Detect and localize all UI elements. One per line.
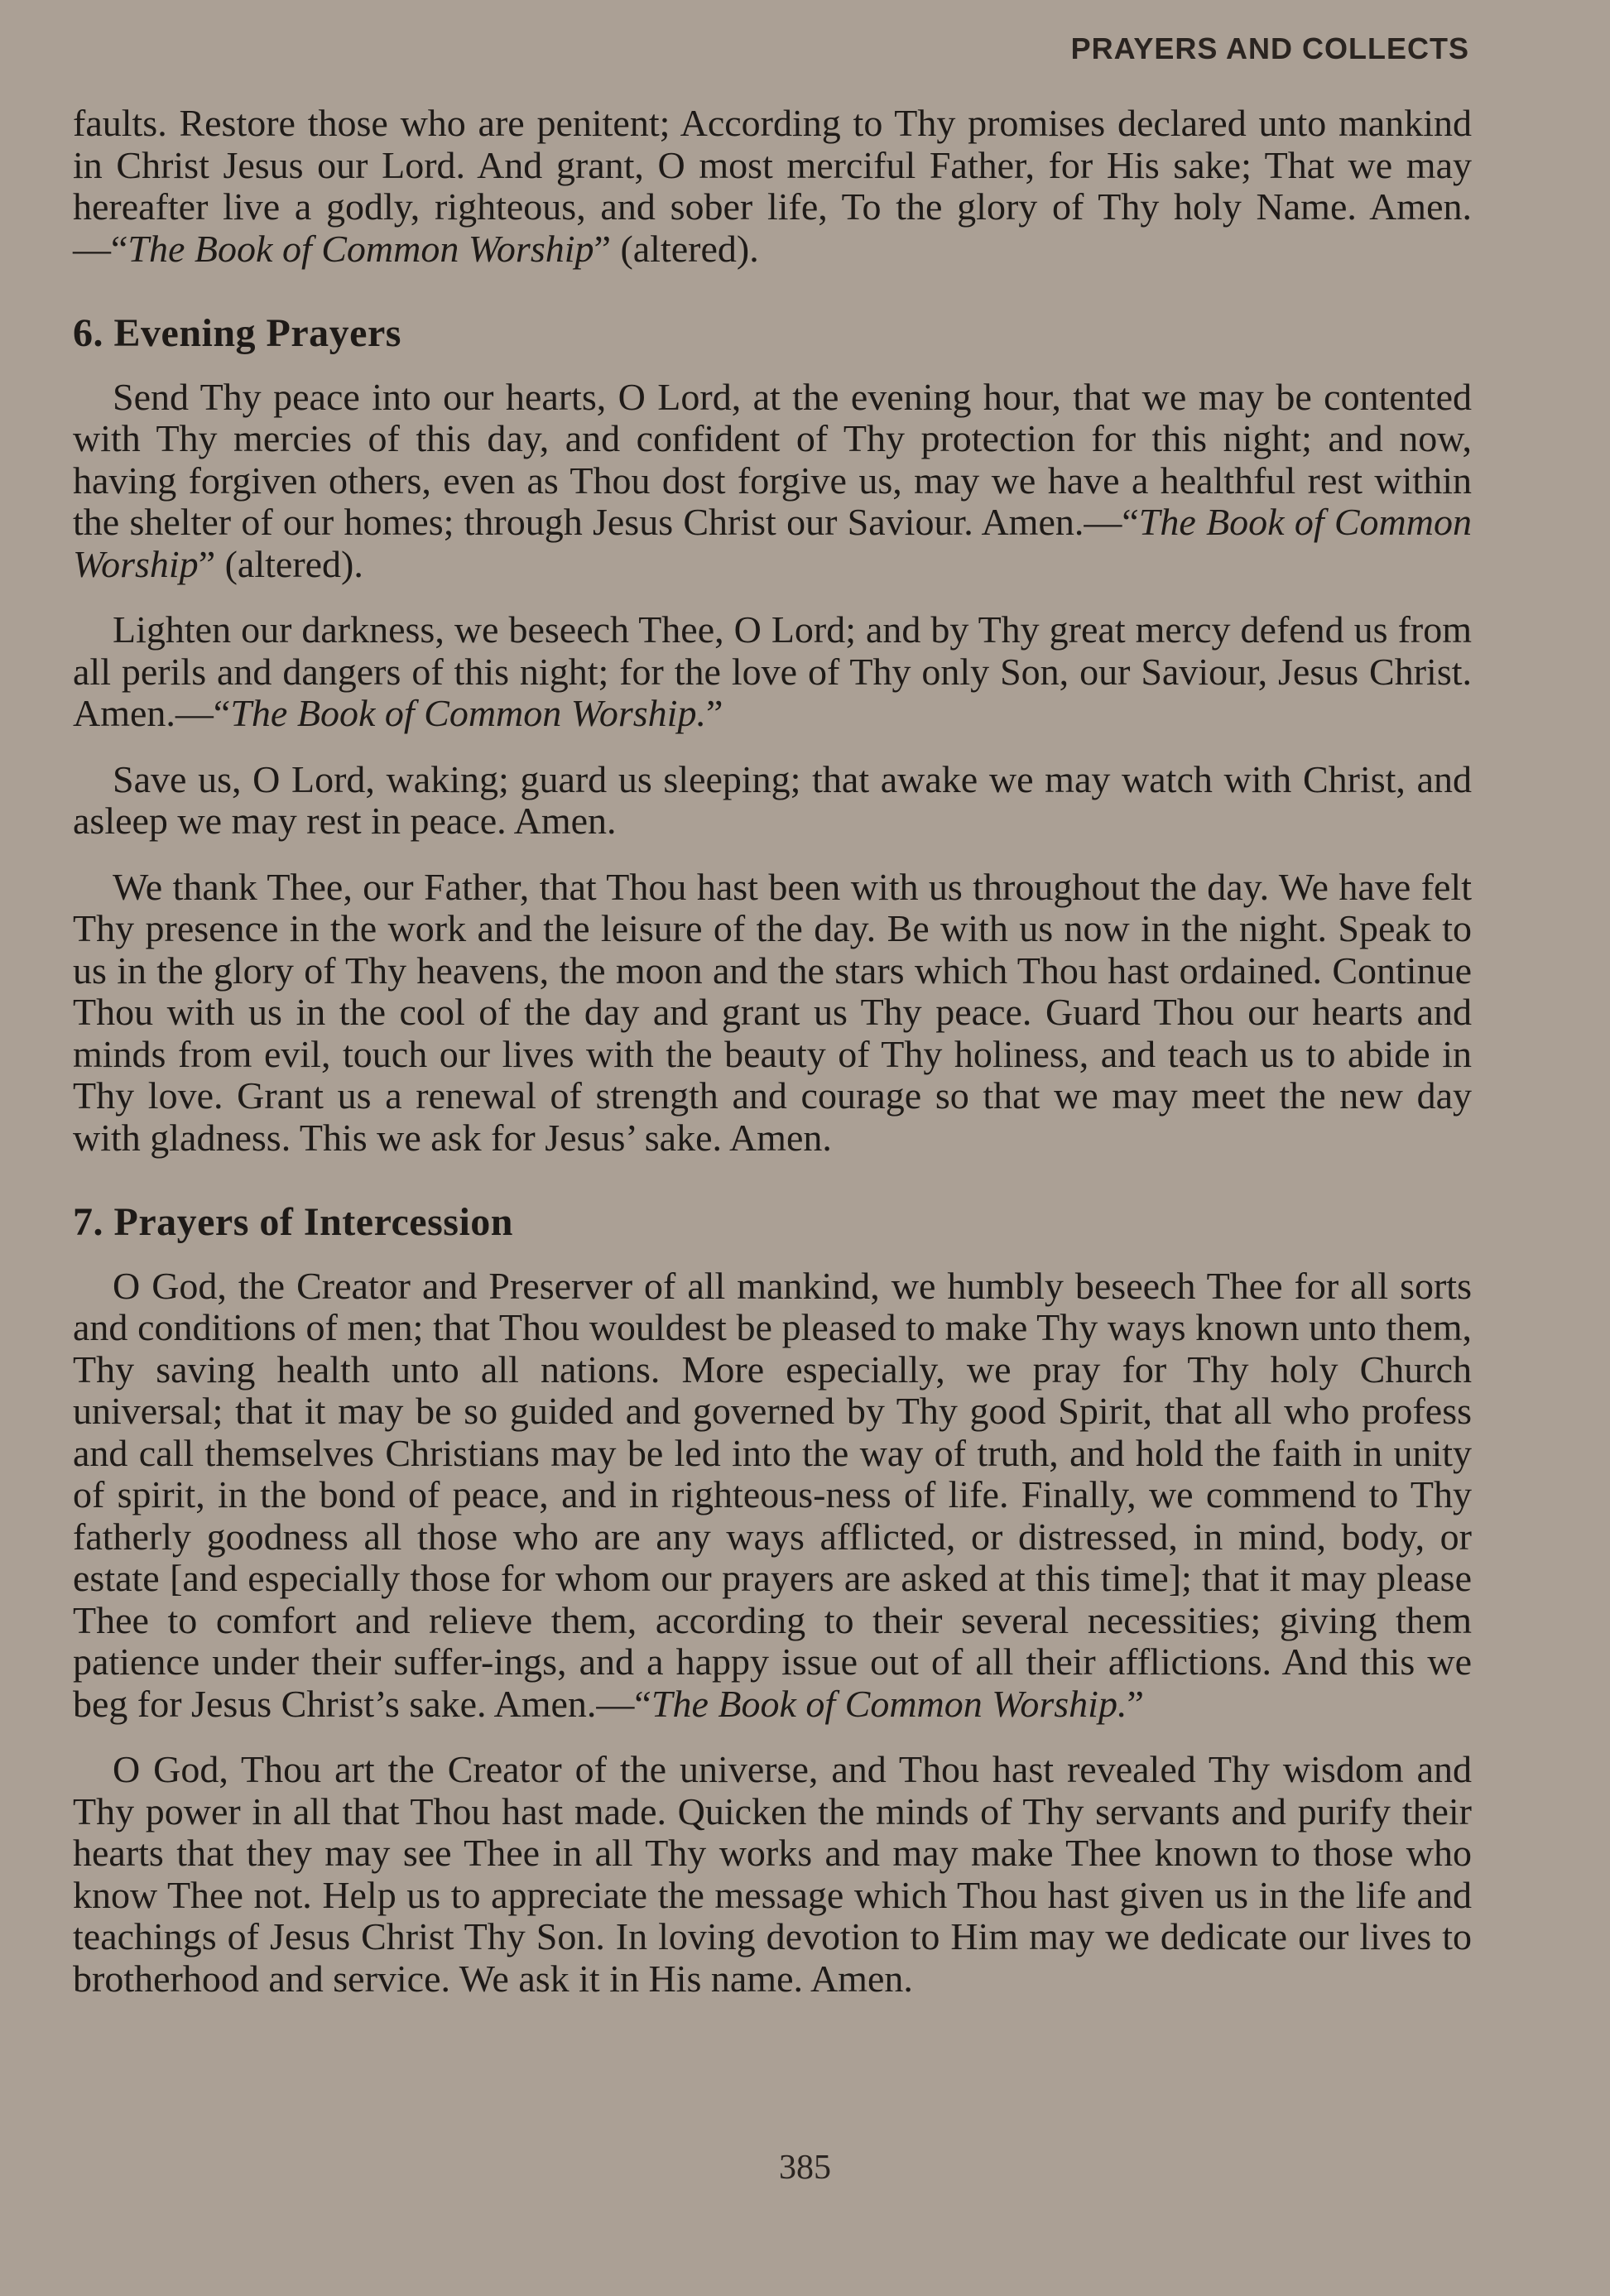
intro-tail: ” (altered).	[594, 227, 759, 270]
evening-prayer-4: We thank Thee, our Father, that Thou hast been with us throughout the day. We have felt Thy presence in the work and the leisure of the day. Be with us now in the night. Speak to us in the glory of Thy heavens, the moon and the stars which Thou hast ordained. Continue Thou with us in the cool of the day and grant us Thy peace. Guard Thou our hearts and minds from evil, touch our lives with the beauty of Thy holiness, and teach us to abide in Thy love. Grant us a renewal of strength and courage so that we may meet the new day with gladness. This we ask for Jesus’ sake. Amen.	[73, 865, 1472, 1159]
evening-prayer-2-tail: ”	[705, 692, 723, 734]
evening-prayer-2-text: Lighten our darkness, we beseech Thee, O Lord; and by Thy great mercy defend us from all perils and dangers of this night; for the love of Thy only Son, our Saviour, Jesus Christ. Amen.—“	[73, 608, 1472, 734]
evening-prayer-1	[73, 377, 1472, 586]
intercession-prayer-2: O God, Thou art the Creator of the universe, and Thou hast revealed Thy wisdom and Thy power in all that Thou hast made. Quicken the minds of Thy servants and purify their hearts that they may see Thee in all Thy works and may make Thee known to those who know Thee not. Help us to appreciate the message which Thou hast given us in the life and teachings of Jesus Christ Thy Son. In loving devotion to Him may we dedicate our lives to brotherhood and service. We ask it in His name. Amen.	[73, 1748, 1472, 2000]
evening-prayer-1-source: The Book of Common Worship	[73, 501, 1472, 585]
intro-text: faults. Restore those who are penitent; According to Thy promises declared unto mankind in Christ Jesus our Lord. And grant, O most merciful Father, for His sake; That we may hereafter live a godly, righteous, and sober life, To the glory of Thy holy Name. Amen.—“	[73, 102, 1472, 270]
intercession-prayer-1-source: The Book of Common Worship.	[651, 1682, 1127, 1725]
evening-prayer-3: Save us, O Lord, waking; guard us sleeping; that awake we may watch with Christ, and asleep we may rest in peace. Amen.	[73, 757, 1472, 842]
evening-prayer-1-text: Send Thy peace into our hearts, O Lord, at the evening hour, that we may be contented with Thy mercies of this day, and confident of Thy protection for this night; and now, having forgiven others, even as Thou dost forgive us, may we have a healthful rest within the shelter of our homes; through Jesus Christ our Saviour. Amen.—“	[73, 375, 1472, 543]
running-head: PRAYERS AND COLLECTS	[1070, 31, 1469, 65]
intercession-prayer-1-text: O God, the Creator and Preserver of all mankind, we humbly beseech Thee for all sorts and conditions of men; that Thou wouldest be pleased to make Thy ways known unto them, Thy saving health unto all nations. More especially, we pray for Thy holy Church universal; that it may be so guided and governed by Thy good Spirit, that all who profess and call themselves Christians may be led into the way of truth, and hold the faith in unity of spirit, in the bond of peace, and in righteous-ness of life. Finally, we commend to Thy fatherly goodness all those who are any ways afflicted, or distressed, in mind, body, or estate [and especially those for whom our prayers are asked at this time]; that it may please Thee to comfort and relieve them, according to their several necessities; giving them patience under their suffer-ings, and a happy issue out of all their afflictions. And this we beg for Jesus Christ’s sake. Amen.—“	[73, 1264, 1472, 1725]
intro-source: The Book of Common Worship	[127, 227, 594, 270]
evening-prayer-2-source: The Book of Common Worship.	[230, 692, 706, 734]
intercession-prayer-1-tail: ”	[1127, 1682, 1144, 1725]
intro-paragraph	[73, 103, 1472, 270]
page-body	[73, 103, 1472, 2000]
evening-prayer-2	[73, 609, 1472, 735]
section-heading-evening-prayers: 6. Evening Prayers	[73, 311, 401, 355]
section-heading-intercession: 7. Prayers of Intercession	[73, 1200, 513, 1244]
page-number: 385	[779, 2149, 831, 2187]
intercession-prayer-1	[73, 1266, 1472, 1726]
evening-prayer-1-tail: ” (altered).	[198, 542, 363, 585]
